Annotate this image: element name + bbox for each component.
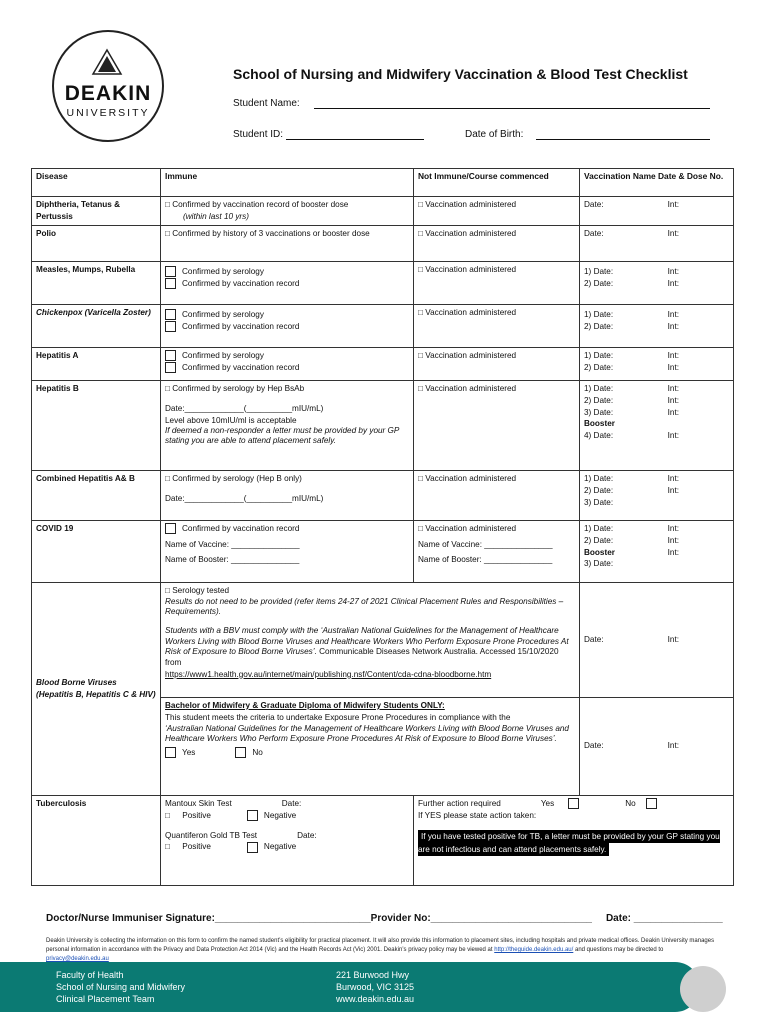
int-label: Int: <box>667 535 679 545</box>
signature-line[interactable] <box>46 913 726 924</box>
date-label: Date: <box>297 830 317 840</box>
int-label: Int: <box>667 200 679 209</box>
serology-option[interactable]: □ Serology tested <box>165 585 230 595</box>
not-immune-cell[interactable] <box>414 520 580 582</box>
yes-label: Yes <box>540 798 555 808</box>
option-label: Confirmed by vaccination record <box>182 362 300 372</box>
immune-option[interactable]: □ Confirmed by vaccination record of booster dose <box>165 200 349 209</box>
immune-cell[interactable] <box>161 304 414 347</box>
int-label: Int: <box>667 321 679 331</box>
privacy-email-link[interactable]: privacy@deakin.edu.au <box>46 956 109 962</box>
footer-school: School of Nursing and Midwifery <box>56 982 186 992</box>
date-label: Date: <box>593 321 614 331</box>
vacc-cell[interactable] <box>580 582 734 697</box>
checkbox[interactable] <box>165 266 176 277</box>
disease-name: Blood Borne Viruses (Hepatitis B, Hepatitis C & HIV) <box>32 582 161 795</box>
date-label: Date: <box>281 798 302 808</box>
int-label: Int: <box>667 278 679 288</box>
privacy-statement <box>46 937 726 964</box>
immune-option[interactable]: □ Confirmed by serology (Hep B only) <box>165 473 302 483</box>
int-label: Int: <box>667 485 679 495</box>
immune-option[interactable]: □ Confirmed by serology by Hep BsAb <box>165 383 305 393</box>
table-row <box>32 304 734 347</box>
note: Level above 10mIU/ml is acceptable <box>165 415 297 425</box>
date-label: Date: <box>584 741 604 751</box>
vacc-cell[interactable]: 1) Date: Int: 2) Date: Int: <box>580 347 734 380</box>
option-label: Confirmed by vaccination record <box>182 278 300 288</box>
yes-label: Yes <box>182 747 196 757</box>
option-label: Confirmed by serology <box>182 266 264 276</box>
bbv-serology-cell[interactable] <box>161 582 580 697</box>
table-row <box>32 261 734 304</box>
table-row <box>32 795 734 885</box>
date-field[interactable]: Date: ________________ <box>605 913 723 924</box>
option-label: Confirmed by vaccination record <box>182 321 300 331</box>
date-label: Date: <box>593 266 614 276</box>
footer-bar <box>0 962 700 1012</box>
int-label: Int: <box>667 395 679 405</box>
no-label: No <box>625 798 636 808</box>
disease-name: Chickenpox (Varicella Zoster) <box>32 304 161 347</box>
date-label: Date: <box>593 362 614 372</box>
disease-name: Combined Hepatitis A& B <box>32 470 161 520</box>
midwifery-text: ‘Australian National Guidelines for the Management of Healthcare Workers Living with Blood Borne Viruses and Healthcare Workers Who Perform Exposure Prone Procedures At Risk of Exposure to Blood Borne Viruses’. <box>165 723 569 744</box>
not-immune-cell[interactable]: □ Vaccination administered <box>414 347 580 380</box>
not-immune-cell[interactable]: □ Vaccination administered <box>414 197 580 226</box>
vacc-admin-option[interactable]: □ Vaccination administered <box>418 523 517 533</box>
date-label: 4) Date: <box>584 431 614 441</box>
date-label: 3) Date: <box>584 497 614 507</box>
immune-cell[interactable] <box>161 380 414 470</box>
date-label: 1) Date: <box>584 383 614 393</box>
disease-name: Measles, Mumps, Rubella <box>32 261 161 304</box>
table-row <box>32 225 734 261</box>
student-id-label: Student ID: <box>233 129 284 140</box>
positive-label: Positive <box>182 810 211 820</box>
int-label: Int: <box>667 362 679 372</box>
deakin-logo <box>52 30 164 142</box>
vacc-cell[interactable] <box>580 520 734 582</box>
immune-cell[interactable] <box>161 261 414 304</box>
student-name-field[interactable] <box>314 108 710 109</box>
not-immune-cell[interactable]: □ Vaccination administered <box>414 225 580 261</box>
privacy-text: Deakin University is collecting the information on this form to confirm the named student’s eligibility for practical placement. It will also provide this information to placement sites, including hospitals and private medical offices. Deakin University manages personal information in accordance with the Privacy and Data Protection Act 2014 (Vic) and the Health Records Act (Vic) 2001. Deakin’s privacy policy may be viewed at <box>46 938 715 953</box>
vacc-cell[interactable]: 1) Date: Int: 2) Date: Int: <box>580 261 734 304</box>
int-label: Int: <box>667 741 679 751</box>
not-immune-cell[interactable]: □ Vaccination administered <box>414 380 580 470</box>
header-disease: Disease <box>32 169 161 197</box>
header-vaccination: Vaccination Name Date & Dose No. <box>580 169 734 197</box>
no-checkbox[interactable] <box>235 747 246 758</box>
guideline-link[interactable]: https://www1.health.gov.au/internet/main/publishing.nsf/Content/cda-cdna-bloodborne.htm <box>165 669 492 679</box>
footer-faculty: Faculty of Health <box>56 970 124 980</box>
tb-notice: If you have tested positive for TB, a letter must be provided by your GP stating you are not infectious and can attend placements safely. <box>418 831 720 854</box>
yes-checkbox[interactable] <box>568 798 579 809</box>
disease-name: COVID 19 <box>32 520 161 582</box>
negative-checkbox[interactable] <box>247 810 258 821</box>
date-label: 2) Date: <box>584 395 614 405</box>
date-label: Date: <box>593 350 614 360</box>
serology-date-field[interactable]: Date:_____________(__________mIU/mL) <box>165 403 324 413</box>
not-immune-cell[interactable]: □ Vaccination administered <box>414 304 580 347</box>
int-label: Int: <box>667 523 679 533</box>
int-label: Int: <box>667 383 679 393</box>
quantiferon-label: Quantiferon Gold TB Test <box>165 830 258 840</box>
int-label: Int: <box>667 407 679 417</box>
date-label: 3) Date: <box>584 407 614 417</box>
provider-no-field[interactable]: Provider No:_____________________________ <box>370 913 592 924</box>
date-label: 1) Date: <box>584 473 614 483</box>
footer-website[interactable]: www.deakin.edu.au <box>336 994 415 1004</box>
int-label: Int: <box>667 431 679 441</box>
table-row <box>32 347 734 380</box>
checkbox[interactable] <box>165 350 176 361</box>
no-label: No <box>252 747 263 757</box>
checkbox[interactable] <box>165 278 176 289</box>
vacc-cell[interactable] <box>580 197 734 226</box>
date-label: Date: <box>593 278 614 288</box>
table-row <box>32 380 734 470</box>
table-header-row <box>32 169 734 197</box>
table-row <box>32 470 734 520</box>
page-title: School of Nursing and Midwifery Vaccination & Blood Test Checklist <box>233 66 688 82</box>
header-not-immune: Not Immune/Course commenced <box>414 169 580 197</box>
guideline-source: Communicable Diseases Network Australia. Accessed 15/10/2020 from <box>165 647 559 667</box>
vacc-cell[interactable]: 1) Date: Int: 2) Date: Int: <box>580 304 734 347</box>
immune-cell[interactable] <box>161 197 414 226</box>
mantoux-label: Mantoux Skin Test <box>165 798 232 808</box>
no-checkbox[interactable] <box>646 798 657 809</box>
positive-label: Positive <box>182 842 211 852</box>
table-row <box>32 582 734 697</box>
booster-label: Booster <box>584 547 615 557</box>
vaccination-checklist-table <box>31 168 734 886</box>
yes-checkbox[interactable] <box>165 747 176 758</box>
disease-name: Tuberculosis <box>32 795 161 885</box>
immune-note: (within last 10 yrs) <box>183 211 249 221</box>
immune-cell[interactable] <box>161 520 414 582</box>
option-label: Confirmed by serology <box>182 309 264 319</box>
table-row <box>32 520 734 582</box>
booster-label: Booster <box>584 419 615 429</box>
footer-left <box>56 969 185 1005</box>
vacc-cell[interactable] <box>580 470 734 520</box>
note: Results do not need to be provided (refer items 24-27 of 2021 Clinical Placement Rules and Responsibilities – Requirements). <box>165 596 564 617</box>
not-immune-cell[interactable]: □ Vaccination administered <box>414 261 580 304</box>
footer-address: 221 Burwood Hwy <box>336 970 410 980</box>
vacc-cell[interactable] <box>580 697 734 795</box>
student-name-label: Student Name: <box>233 98 300 109</box>
guideline-text: Students with a BBV must comply with the ‘Australian National Guidelines for the Management of Healthcare Workers Living with Blood Borne Viruses and Healthcare Workers Who Perform Exposure Prone Procedures At Risk of Exposure to Blood Borne Viruses’. <box>165 625 569 657</box>
bbv-midwifery-cell[interactable] <box>161 697 580 795</box>
deakin-mark-icon <box>91 48 123 76</box>
int-label: Int: <box>667 350 679 360</box>
negative-label: Negative <box>263 842 297 852</box>
int-label: Int: <box>667 309 679 319</box>
date-label: 2) Date: <box>584 485 614 495</box>
immune-cell[interactable] <box>161 347 414 380</box>
date-label: Date: <box>584 200 604 209</box>
guide-link[interactable]: http://theguide.deakin.edu.au/ <box>494 947 574 953</box>
option-label: Confirmed by vaccination record <box>182 523 300 533</box>
note: If deemed a non-responder a letter must be provided by your GP stating you are able to attend placement safely. <box>165 426 400 446</box>
date-label: 1) Date: <box>584 523 614 533</box>
date-label: Date: <box>584 634 604 644</box>
date-label: 2) Date: <box>584 535 614 545</box>
date-label: 3) Date: <box>584 559 614 569</box>
tb-action-cell[interactable] <box>414 795 734 885</box>
student-id-field[interactable] <box>286 139 424 140</box>
vacc-cell[interactable] <box>580 380 734 470</box>
footer-suburb: Burwood, VIC 3125 <box>336 982 415 992</box>
vaccine-name-field[interactable]: Name of Vaccine: _______________ <box>165 539 300 549</box>
signature-field[interactable]: Doctor/Nurse Immuniser Signature:____________________________ <box>46 913 371 924</box>
checkbox[interactable] <box>165 321 176 332</box>
int-label: Int: <box>667 228 679 238</box>
option-label: Confirmed by serology <box>182 350 264 360</box>
logo-deakin-text: DEAKIN <box>64 82 152 105</box>
int-label: Int: <box>667 266 679 276</box>
privacy-text: and questions may be directed to <box>573 947 664 953</box>
date-label: Date: <box>593 309 614 319</box>
further-action-label: Further action required <box>418 798 501 808</box>
not-immune-cell[interactable]: □ Vaccination administered <box>414 470 580 520</box>
disease-name: Hepatitis A <box>32 347 161 380</box>
table-row <box>32 197 734 226</box>
footer-team: Clinical Placement Team <box>56 994 155 1004</box>
int-label: Int: <box>667 547 679 557</box>
immune-option[interactable]: □ Confirmed by history of 3 vaccinations or booster dose <box>161 225 414 261</box>
header-immune: Immune <box>161 169 414 197</box>
logo-university-text: UNIVERSITY <box>66 107 150 119</box>
negative-checkbox[interactable] <box>247 842 258 853</box>
footer-right <box>336 969 414 1005</box>
decorative-circle <box>680 966 726 1012</box>
negative-label: Negative <box>263 810 297 820</box>
dob-label: Date of Birth: <box>465 129 524 140</box>
disease-name: Polio <box>32 225 161 261</box>
checkbox[interactable] <box>165 523 176 534</box>
disease-name: Hepatitis B <box>32 380 161 470</box>
immune-cell[interactable] <box>161 470 414 520</box>
action-taken-label: If YES please state action taken: <box>418 810 537 820</box>
checkbox[interactable] <box>165 362 176 373</box>
midwifery-text: This student meets the criteria to undertake Exposure Prone Procedures in compliance with the <box>165 712 511 722</box>
int-label: Int: <box>667 473 679 483</box>
serology-date-field[interactable]: Date:_____________(__________mIU/mL) <box>165 493 324 503</box>
date-label: Date: <box>584 228 604 238</box>
dob-field[interactable] <box>536 139 710 140</box>
tb-test-cell[interactable]: Mantoux Skin Test Date: □ Positive Negative Quantiferon Gold TB Test Date: □ Positive Negative <box>161 795 414 885</box>
vaccine-name-field[interactable]: Name of Vaccine: _______________ <box>418 539 553 549</box>
midwifery-heading: Bachelor of Midwifery & Graduate Diploma of Midwifery Students ONLY: <box>165 700 445 710</box>
checkbox[interactable] <box>165 309 176 320</box>
booster-name-field[interactable]: Name of Booster: _______________ <box>165 554 300 564</box>
booster-name-field[interactable]: Name of Booster: _______________ <box>418 554 553 564</box>
disease-name: Diphtheria, Tetanus & Pertussis <box>32 197 161 226</box>
int-label: Int: <box>667 634 679 644</box>
vacc-cell[interactable] <box>580 225 734 261</box>
